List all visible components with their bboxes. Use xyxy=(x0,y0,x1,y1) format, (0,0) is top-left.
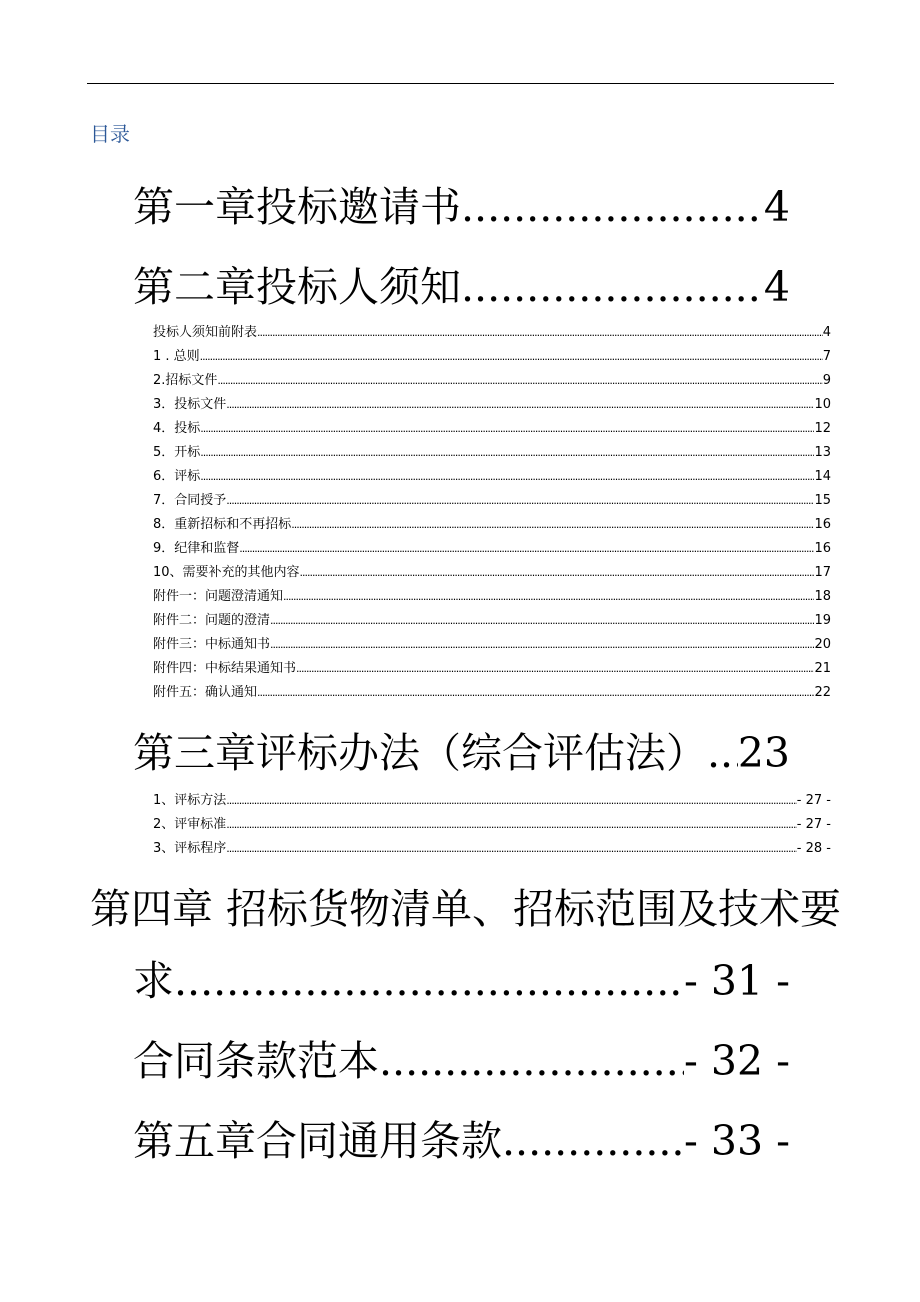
toc-leader-dots xyxy=(226,840,797,858)
toc-leader-dots xyxy=(217,372,822,390)
toc-page-number: 4 xyxy=(822,325,831,340)
toc-item[interactable] xyxy=(153,396,831,414)
toc-leader-dots xyxy=(270,636,814,654)
toc-chapter-1[interactable] xyxy=(133,182,790,232)
toc-page-number: 7 xyxy=(822,349,831,364)
toc-leader-dots xyxy=(291,516,814,534)
toc-item[interactable] xyxy=(153,492,831,510)
toc-leader-dots xyxy=(270,612,814,630)
toc-entry-title: 6．评标 xyxy=(153,469,201,484)
toc-entry-title: 3．投标文件 xyxy=(153,397,227,412)
toc-item[interactable] xyxy=(153,468,831,486)
toc-item[interactable] xyxy=(153,840,831,858)
toc-entry-title: 附件一：问题澄清通知 xyxy=(153,589,284,604)
toc-page-number: 16 xyxy=(814,541,831,556)
toc-entry-title: 9．纪律和监督 xyxy=(153,541,240,556)
toc-item[interactable] xyxy=(153,444,831,462)
toc-page-number: 14 xyxy=(814,469,831,484)
toc-entry-title: 1、评标方法 xyxy=(153,793,227,808)
toc-entry-title: 附件四：中标结果通知书 xyxy=(153,661,297,676)
toc-page-number: 23 xyxy=(737,729,790,777)
toc-chapter-4-title[interactable]: 第四章 招标货物清单、招标范围及技术要 xyxy=(90,885,842,933)
toc-leader-dots xyxy=(200,420,814,438)
toc-item[interactable] xyxy=(153,420,831,438)
toc-leader-dots xyxy=(226,396,814,414)
toc-leader-dots xyxy=(283,588,814,606)
toc-contract-template[interactable] xyxy=(133,1036,790,1086)
toc-entry-title: 4．投标 xyxy=(153,421,201,436)
toc-page-number: 4 xyxy=(763,183,790,231)
toc-page-number: - 33 - xyxy=(684,1117,790,1165)
toc-item[interactable] xyxy=(153,792,831,810)
toc-heading: 目录 xyxy=(90,122,130,146)
toc-leader-dots xyxy=(461,182,764,232)
toc-item[interactable] xyxy=(153,684,831,702)
toc-entry-title: 第三章评标办法（综合评估法） xyxy=(133,729,707,777)
toc-leader-dots xyxy=(300,564,815,582)
toc-entry-title: 第一章投标邀请书 xyxy=(133,183,461,231)
toc-leader-dots xyxy=(257,324,823,342)
toc-item[interactable] xyxy=(153,816,831,834)
toc-leader-dots xyxy=(174,956,684,1006)
toc-entry-title: 附件三：中标通知书 xyxy=(153,637,271,652)
toc-entry-title: 第二章投标人须知 xyxy=(133,263,461,311)
toc-entry-title: 2.招标文件 xyxy=(153,373,218,388)
toc-leader-dots xyxy=(200,348,823,366)
toc-page-number: 18 xyxy=(814,589,831,604)
toc-leader-dots xyxy=(296,660,814,678)
toc-entry-title: 附件二：问题的澄清 xyxy=(153,613,271,628)
toc-leader-dots xyxy=(200,444,814,462)
toc-leader-dots xyxy=(257,684,814,702)
toc-item[interactable] xyxy=(153,564,831,582)
toc-page-number: - 27 - xyxy=(796,817,831,832)
toc-entry-title: 第五章合同通用条款 xyxy=(133,1117,502,1165)
toc-leader-dots xyxy=(226,492,814,510)
toc-item[interactable] xyxy=(153,540,831,558)
toc-entry-title: 10、需要补充的其他内容 xyxy=(153,565,300,580)
toc-page-number: 13 xyxy=(814,445,831,460)
toc-entry-title: 求 xyxy=(133,957,174,1005)
toc-leader-dots xyxy=(379,1036,684,1086)
toc-entry-title: 投标人须知前附表 xyxy=(153,325,258,340)
toc-page-number: - 28 - xyxy=(796,841,831,856)
toc-leader-dots xyxy=(707,728,738,778)
toc-entry-title: 8．重新招标和不再招标 xyxy=(153,517,292,532)
toc-entry-title: 5．开标 xyxy=(153,445,201,460)
toc-entry-title: 合同条款范本 xyxy=(133,1037,379,1085)
toc-item[interactable] xyxy=(153,636,831,654)
toc-entry-title: 1 . 总则 xyxy=(153,349,200,364)
toc-page-number: 4 xyxy=(763,263,790,311)
toc-entry-title: 3、评标程序 xyxy=(153,841,227,856)
toc-leader-dots xyxy=(226,792,797,810)
toc-leader-dots xyxy=(200,468,814,486)
toc-page-number: 16 xyxy=(814,517,831,532)
toc-page-number: 10 xyxy=(814,397,831,412)
header-rule xyxy=(87,83,834,84)
toc-item[interactable] xyxy=(153,660,831,678)
toc-page-number: 9 xyxy=(822,373,831,388)
toc-item[interactable] xyxy=(153,516,831,534)
toc-item[interactable] xyxy=(153,588,831,606)
toc-chapter-5[interactable] xyxy=(133,1116,790,1166)
toc-entry-title: 2、评审标准 xyxy=(153,817,227,832)
toc-page-number: - 27 - xyxy=(796,793,831,808)
toc-page-number: 19 xyxy=(814,613,831,628)
toc-page-number: 21 xyxy=(814,661,831,676)
toc-chapter-4[interactable] xyxy=(133,956,790,1006)
toc-item[interactable] xyxy=(153,612,831,630)
toc-item[interactable] xyxy=(153,348,831,366)
toc-item[interactable] xyxy=(153,324,831,342)
toc-leader-dots xyxy=(502,1116,684,1166)
toc-leader-dots xyxy=(461,262,764,312)
toc-leader-dots xyxy=(226,816,797,834)
toc-chapter-2[interactable] xyxy=(133,262,790,312)
toc-chapter-3[interactable] xyxy=(133,728,790,778)
toc-entry-title: 7．合同授予 xyxy=(153,493,227,508)
toc-page-number: 20 xyxy=(814,637,831,652)
toc-page-number: 17 xyxy=(814,565,831,580)
toc-leader-dots xyxy=(239,540,814,558)
toc-page-number: 15 xyxy=(814,493,831,508)
toc-page-number: 12 xyxy=(814,421,831,436)
toc-entry-title: 附件五：确认通知 xyxy=(153,685,258,700)
toc-page-number: - 31 - xyxy=(684,957,790,1005)
toc-page-number: 22 xyxy=(814,685,831,700)
toc-item[interactable] xyxy=(153,372,831,390)
toc-page-number: - 32 - xyxy=(684,1037,790,1085)
